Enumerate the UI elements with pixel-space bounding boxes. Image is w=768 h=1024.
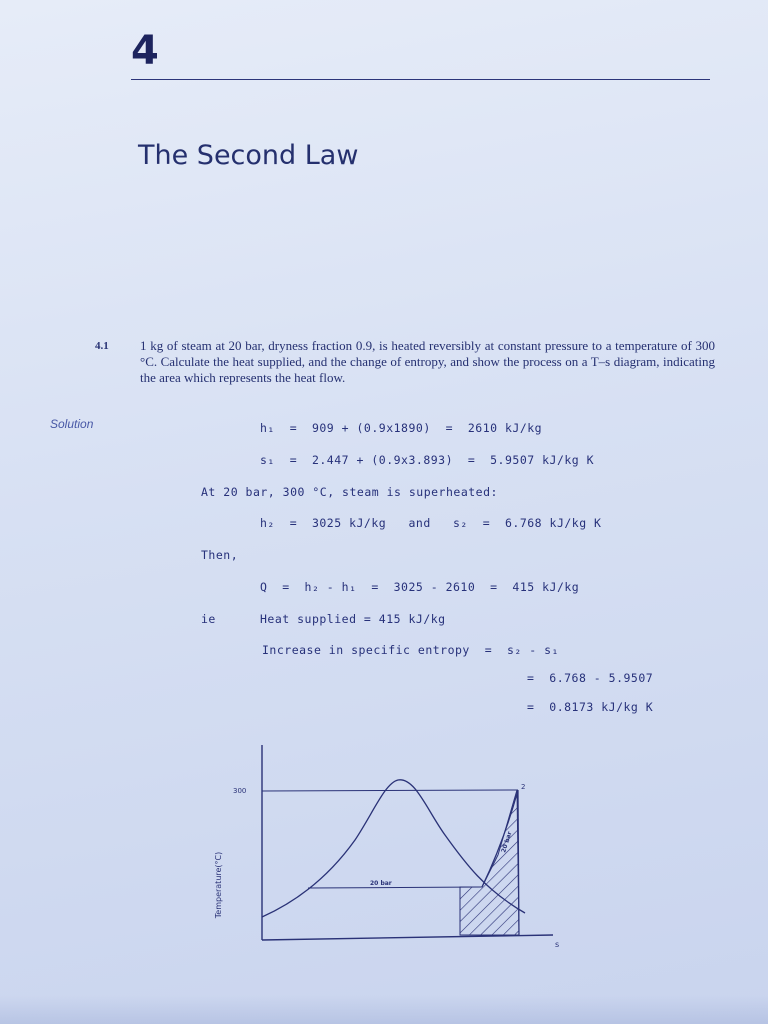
page-bottom-shadow [0,995,768,1024]
ts-diagram [205,735,565,950]
solution-label: Solution [50,417,94,431]
ie-label: ie [201,612,216,626]
state-point-label: 2 [521,783,526,791]
problem-number: 4.1 [95,340,109,352]
chapter-number: 4 [131,28,159,74]
x-axis [262,935,553,940]
entropy-difference: = 6.768 - 5.9507 [527,671,654,685]
equation-q: Q = h₂ - h₁ = 3025 - 2610 = 415 kJ/kg [260,580,580,594]
heat-flow-area [460,790,519,935]
heat-supplied: Heat supplied = 415 kJ/kg [260,612,446,626]
equation-s1: s₁ = 2.447 + (0.9x3.893) = 5.9507 kJ/kg K [260,453,595,467]
y-axis-label: Temperature(°C) [214,851,223,919]
temperature-label: 300 [233,787,247,795]
pressure-label-horizontal: 20 bar [370,880,392,887]
equation-h1: h₁ = 909 + (0.9x1890) = 2610 kJ/kg [260,421,543,435]
then-label: Then, [201,548,239,562]
equation-h2-s2: h₂ = 3025 kJ/kg and s₂ = 6.768 kJ/kg K [260,516,602,530]
entropy-result: = 0.8173 kJ/kg K [527,700,654,714]
problem-text: 1 kg of steam at 20 bar, dryness fraction 0.9, is heated reversibly at constant pressure to a temperature of 300 °C. Calculate the heat supplied, and the change of entropy, and show the process on a T–s diagram, indicating the area which represents the heat flow. [140,338,715,385]
x-axis-label: s [555,940,560,949]
pressure-label-curve: 20 bar [500,830,514,854]
superheated-statement: At 20 bar, 300 °C, steam is superheated: [201,485,498,499]
chapter-title: The Second Law [138,140,359,171]
isotherm-300 [262,790,518,791]
chapter-rule [131,79,710,80]
pressure-line-horizontal [308,887,482,888]
entropy-increase: Increase in specific entropy = s₂ - s₁ [262,643,559,657]
